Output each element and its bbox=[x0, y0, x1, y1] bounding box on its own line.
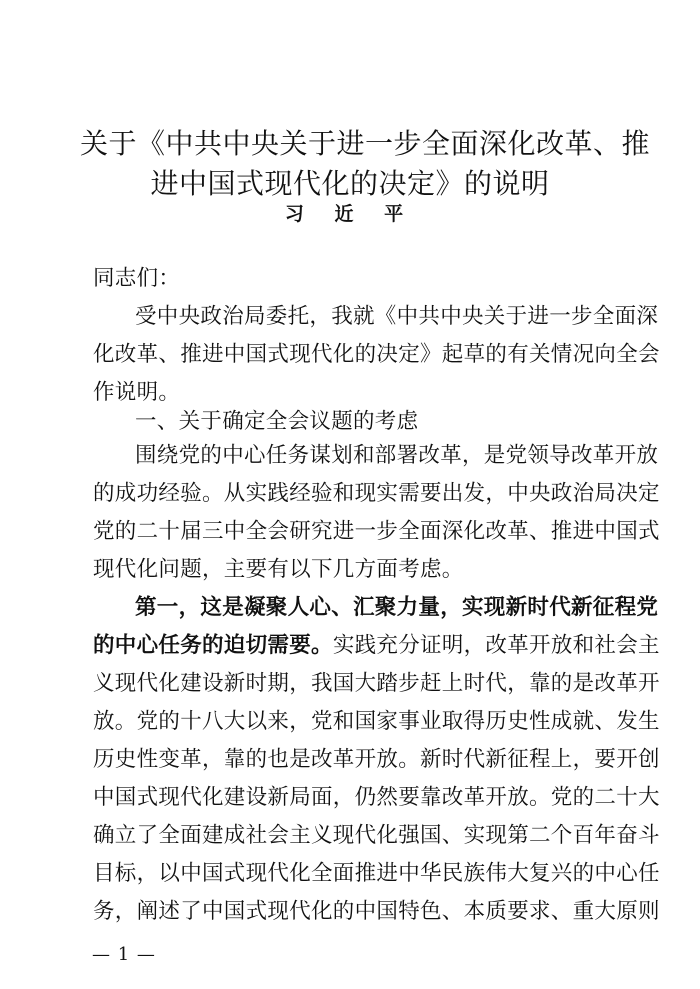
section-heading: 一、关于确定全会议题的考虑 bbox=[135, 409, 419, 434]
paragraph-3-line: 务，阐述了中国式现代化的中国特色、本质要求、重大原则 bbox=[93, 899, 660, 924]
page-number: — 1 — bbox=[92, 944, 156, 965]
paragraph-3-line: 中国式现代化建设新局面，仍然要靠改革开放。党的二十大 bbox=[93, 785, 660, 810]
paragraph-3-bold-lead-end: 的中心任务的迫切需要。 bbox=[93, 633, 333, 658]
paragraph-3-line: 义现代化建设新时期，我国大踏步赶上时代，靠的是改革开 bbox=[93, 671, 660, 696]
document-title-line-1: 关于《中共中央关于进一步全面深化改革、推 bbox=[80, 127, 651, 160]
paragraph-3-line: 历史性变革，靠的也是改革开放。新时代新征程上，要开创 bbox=[93, 747, 660, 772]
paragraph-3-line: 放。党的十八大以来，党和国家事业取得历史性成就、发生 bbox=[93, 709, 660, 734]
paragraph-1-line: 作说明。 bbox=[93, 380, 181, 405]
salutation: 同志们： bbox=[93, 266, 181, 291]
paragraph-3-line: 确立了全面建成社会主义现代化强国、实现第二个百年奋斗 bbox=[93, 823, 660, 848]
paragraph-3-line-rest: 实践充分证明，改革开放和社会主 bbox=[332, 633, 660, 658]
paragraph-2-line: 现代化问题，主要有以下几方面考虑。 bbox=[93, 557, 464, 582]
paragraph-2-line: 的成功经验。从实践经验和现实需要出发，中央政治局决定 bbox=[93, 481, 660, 506]
paragraph-1-line: 受中央政治局委托，我就《中共中央关于进一步全面深 bbox=[135, 304, 659, 329]
paragraph-3-bold-lead: 第一，这是凝聚人心、汇聚力量，实现新时代新征程党 bbox=[135, 595, 659, 620]
paragraph-3-line bbox=[93, 627, 660, 665]
author-name: 习 近 平 bbox=[284, 203, 416, 225]
paragraph-2-line: 党的二十届三中全会研究进一步全面深化改革、推进中国式 bbox=[93, 519, 660, 544]
paragraph-1-line: 化改革、推进中国式现代化的决定》起草的有关情况向全会 bbox=[93, 342, 660, 367]
paragraph-2-line: 围绕党的中心任务谋划和部署改革，是党领导改革开放 bbox=[135, 443, 659, 468]
paragraph-3-line: 目标，以中国式现代化全面推进中华民族伟大复兴的中心任 bbox=[93, 861, 660, 886]
document-title-line-2: 进中国式现代化的决定》的说明 bbox=[150, 167, 550, 200]
